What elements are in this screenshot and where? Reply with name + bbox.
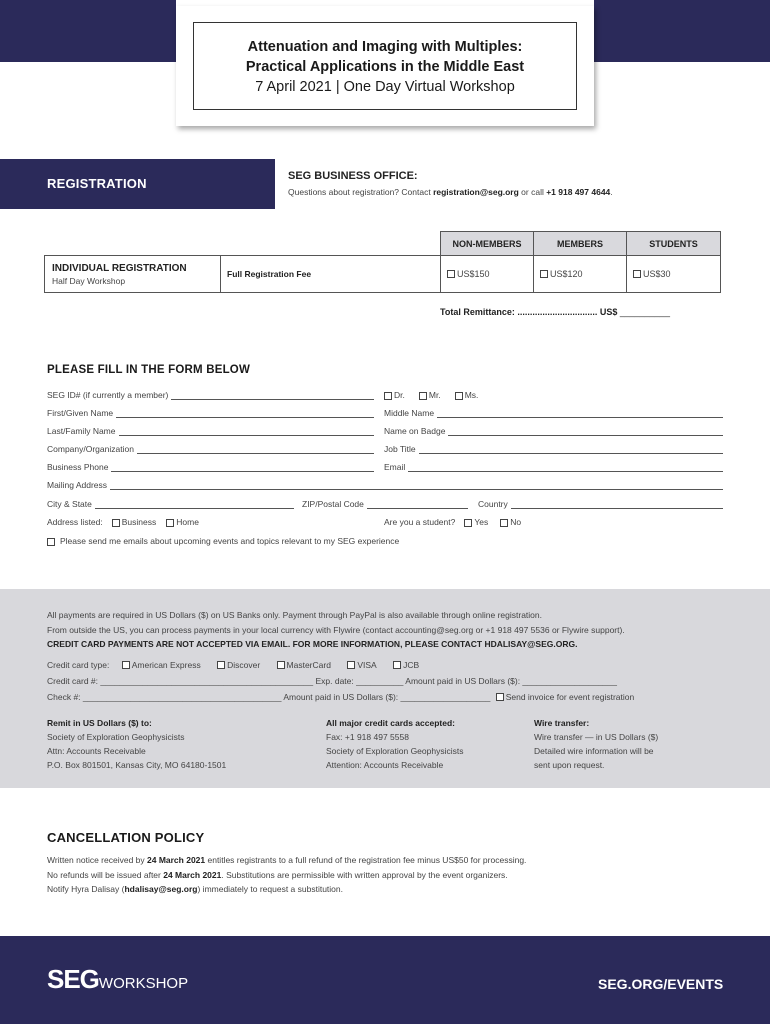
business-phone-label: Business Phone	[47, 462, 109, 472]
business-office-text	[288, 187, 613, 197]
remit-block	[47, 716, 226, 772]
price-students-label: US$30	[643, 269, 671, 279]
checkbox-send-invoice[interactable]	[496, 693, 504, 701]
student-yes-label: Yes	[474, 517, 489, 527]
cancel-date: 24 March 2021	[147, 855, 206, 865]
badge-name-field[interactable]	[448, 427, 723, 436]
remit-line: Society of Exploration Geophysicists	[47, 732, 185, 742]
checkbox-discover[interactable]	[217, 661, 225, 669]
checkbox-business[interactable]	[112, 519, 120, 527]
logo-sub: WORKSHOP	[98, 975, 189, 992]
cancellation-line3	[47, 884, 343, 894]
cancellation-line2	[47, 870, 508, 880]
cancel-date: 24 March 2021	[163, 870, 222, 880]
registration-email-link[interactable]: registration@seg.org	[433, 187, 519, 197]
salutation-mr-label: Mr.	[428, 390, 441, 400]
event-date-line: 7 April 2021 | One Day Virtual Workshop	[255, 79, 515, 95]
middle-name-field[interactable]	[437, 409, 723, 418]
country-field[interactable]	[511, 500, 723, 509]
zip-row	[302, 497, 468, 509]
checkbox[interactable]	[633, 270, 641, 278]
send-invoice-label: Send invoice for event registration	[505, 692, 635, 702]
fee-label: Full Registration Fee	[221, 256, 441, 293]
cards-block	[326, 716, 463, 772]
cancel-text: ) immediately to request a substitution.	[197, 884, 343, 894]
col-header-members: MEMBERS	[534, 232, 627, 256]
cards-line: Attention: Accounts Receivable	[326, 760, 444, 770]
cards-title: All major credit cards accepted:	[326, 718, 455, 728]
remit-line: P.O. Box 801501, Kansas City, MO 64180-1501	[47, 760, 227, 770]
form-section-title: PLEASE FILL IN THE FORM BELOW	[47, 364, 251, 376]
student-question-label: Are you a student?	[384, 517, 456, 527]
salutation-dr-label: Dr.	[394, 390, 405, 400]
wire-line: Detailed wire information will be	[534, 746, 654, 756]
col-header-students: STUDENTS	[627, 232, 721, 256]
address-business-label: Business	[121, 517, 157, 527]
address-listed-label: Address listed:	[47, 517, 103, 527]
job-title-field[interactable]	[419, 445, 723, 454]
card-mastercard-label: MasterCard	[286, 660, 331, 670]
checkbox-ms[interactable]	[455, 392, 463, 400]
price-non-members-label: US$150	[457, 269, 490, 279]
address-home-label: Home	[176, 517, 199, 527]
first-name-label: First/Given Name	[47, 408, 114, 418]
city-state-label: City & State	[47, 499, 92, 509]
cancellation-line1	[47, 855, 526, 865]
last-name-field[interactable]	[119, 427, 375, 436]
seg-events-link[interactable]: SEG.ORG/EVENTS	[598, 976, 724, 992]
seg-id-row	[47, 388, 374, 400]
badge-name-label: Name on Badge	[384, 426, 446, 436]
business-phone-field[interactable]	[111, 463, 374, 472]
checkbox-dr[interactable]	[384, 392, 392, 400]
checkbox-no[interactable]	[500, 519, 508, 527]
cancel-text: No refunds will be issued after	[47, 870, 164, 880]
last-name-row	[47, 424, 374, 436]
card-visa-label: VISA	[357, 660, 377, 670]
business-office-title: SEG BUSINESS OFFICE:	[288, 170, 418, 182]
job-title-row	[384, 442, 723, 454]
title-box	[193, 22, 577, 110]
company-field[interactable]	[137, 445, 374, 454]
student-row	[384, 515, 634, 527]
remit-title: Remit in US Dollars ($) to:	[47, 718, 152, 728]
row-title: INDIVIDUAL REGISTRATION	[52, 262, 187, 274]
event-title-line1: Attenuation and Imaging with Multiples:	[247, 39, 523, 55]
fee-table-spacer	[45, 232, 221, 256]
first-name-row	[47, 406, 374, 418]
col-header-non-members: NON-MEMBERS	[441, 232, 534, 256]
bo-text-pre: Questions about registration? Contact	[288, 187, 434, 197]
salutation-ms-label: Ms.	[464, 390, 479, 400]
business-phone-row	[47, 460, 374, 472]
card-amex-label: American Express	[131, 660, 201, 670]
fee-table	[44, 231, 721, 293]
salutation-row	[384, 388, 544, 400]
registration-phone: +1 918 497 4644	[546, 187, 611, 197]
cards-line: Fax: +1 918 497 5558	[326, 732, 409, 742]
country-label: Country	[478, 499, 508, 509]
wire-line: sent upon request.	[534, 760, 605, 770]
fee-table-spacer	[221, 232, 441, 256]
seg-id-label: SEG ID# (if currently a member)	[47, 390, 169, 400]
checkbox-email-optin[interactable]	[47, 538, 55, 546]
payment-line2: From outside the US, you can process payments in your local currency with Flywire (contact accounting@seg.org or +1 918 497 5536 or Flywire support).	[47, 625, 625, 635]
bo-text-end: .	[610, 187, 613, 197]
checkbox-visa[interactable]	[347, 661, 355, 669]
payment-line3: CREDIT CARD PAYMENTS ARE NOT ACCEPTED VIA EMAIL. FOR MORE INFORMATION, PLEASE CONTACT HDALISAY@SEG.ORG.	[47, 639, 578, 649]
card-discover-label: Discover	[227, 660, 261, 670]
title-card	[176, 6, 594, 126]
cancel-text: . Substitutions are permissible with written approval by the event organizers.	[221, 870, 508, 880]
last-name-label: Last/Family Name	[47, 426, 116, 436]
email-optin-row	[47, 534, 547, 546]
cancel-text: entitles registrants to a full refund of the registration fee minus US$50 for processing.	[205, 855, 527, 865]
header-band-left	[0, 0, 176, 62]
mailing-address-row	[47, 478, 723, 490]
price-members[interactable]	[534, 256, 627, 293]
price-non-members[interactable]	[441, 256, 534, 293]
job-title-label: Job Title	[384, 444, 416, 454]
zip-field[interactable]	[367, 500, 468, 509]
checkbox-amex[interactable]	[122, 661, 130, 669]
cancel-text: Notify Hyra Dalisay (	[47, 884, 125, 894]
individual-registration-cell	[45, 256, 221, 293]
mailing-address-label: Mailing Address	[47, 480, 108, 490]
check-row	[47, 692, 634, 702]
email-optin-label: Please send me emails about upcoming events and topics relevant to my SEG experience	[60, 536, 400, 546]
total-remittance-label: Total Remittance: ................................ US$	[440, 307, 618, 317]
cards-line: Society of Exploration Geophysicists	[326, 746, 464, 756]
email-row	[384, 460, 723, 472]
check-line[interactable]: Check #: __________________________________________ Amount paid in US Dollars ($): ___________________	[47, 692, 491, 702]
seg-workshop-logo	[47, 964, 188, 995]
event-title-line2: Practical Applications in the Middle East	[245, 59, 525, 75]
card-type-label: Credit card type:	[47, 660, 110, 670]
remit-line: Attn: Accounts Receivable	[47, 746, 146, 756]
student-no-label: No	[510, 517, 522, 527]
checkbox-yes[interactable]	[464, 519, 472, 527]
checkbox-home[interactable]	[166, 519, 174, 527]
contact-email-link[interactable]: hdalisay@seg.org	[124, 884, 198, 894]
email-label: Email	[384, 462, 406, 472]
zip-label: ZIP/Postal Code	[302, 499, 364, 509]
card-jcb-label: JCB	[403, 660, 420, 670]
total-remittance	[440, 307, 670, 317]
seg-id-field[interactable]	[171, 391, 374, 400]
payment-line1: All payments are required in US Dollars ($) on US Banks only. Payment through PayPal is also available through online registration.	[47, 610, 542, 620]
registration-band: REGISTRATION	[0, 159, 275, 209]
middle-name-row	[384, 406, 723, 418]
middle-name-label: Middle Name	[384, 408, 435, 418]
wire-line: Wire transfer — in US Dollars ($)	[534, 732, 659, 742]
checkbox-mr[interactable]	[419, 392, 427, 400]
bo-text-mid: or call	[518, 187, 547, 197]
row-subtitle: Half Day Workshop	[52, 275, 126, 286]
company-row	[47, 442, 374, 454]
badge-name-row	[384, 424, 723, 436]
cancellation-title: CANCELLATION POLICY	[47, 830, 205, 845]
wire-title: Wire transfer:	[534, 718, 590, 728]
city-state-field[interactable]	[95, 500, 294, 509]
mailing-address-field[interactable]	[110, 481, 723, 490]
card-number-row[interactable]: Credit card #: _____________________________________________ Exp. date: __________ Amount paid in US Dollars ($): ____________________	[47, 676, 617, 686]
country-row	[478, 497, 723, 509]
company-label: Company/Organization	[47, 444, 134, 454]
checkbox-mastercard[interactable]	[277, 661, 285, 669]
logo-main: SEG	[47, 964, 99, 994]
card-type-row	[47, 660, 419, 670]
address-listed-row	[47, 515, 297, 527]
cancel-text: Written notice received by	[47, 855, 147, 865]
checkbox[interactable]	[447, 270, 455, 278]
wire-block	[534, 716, 658, 772]
first-name-field[interactable]	[116, 409, 374, 418]
total-remittance-field[interactable]: __________	[619, 307, 670, 317]
checkbox[interactable]	[540, 270, 548, 278]
header-band-right	[594, 0, 770, 62]
checkbox-jcb[interactable]	[393, 661, 401, 669]
city-state-row	[47, 497, 294, 509]
price-members-label: US$120	[550, 269, 583, 279]
price-students[interactable]	[627, 256, 721, 293]
email-field[interactable]	[408, 463, 723, 472]
